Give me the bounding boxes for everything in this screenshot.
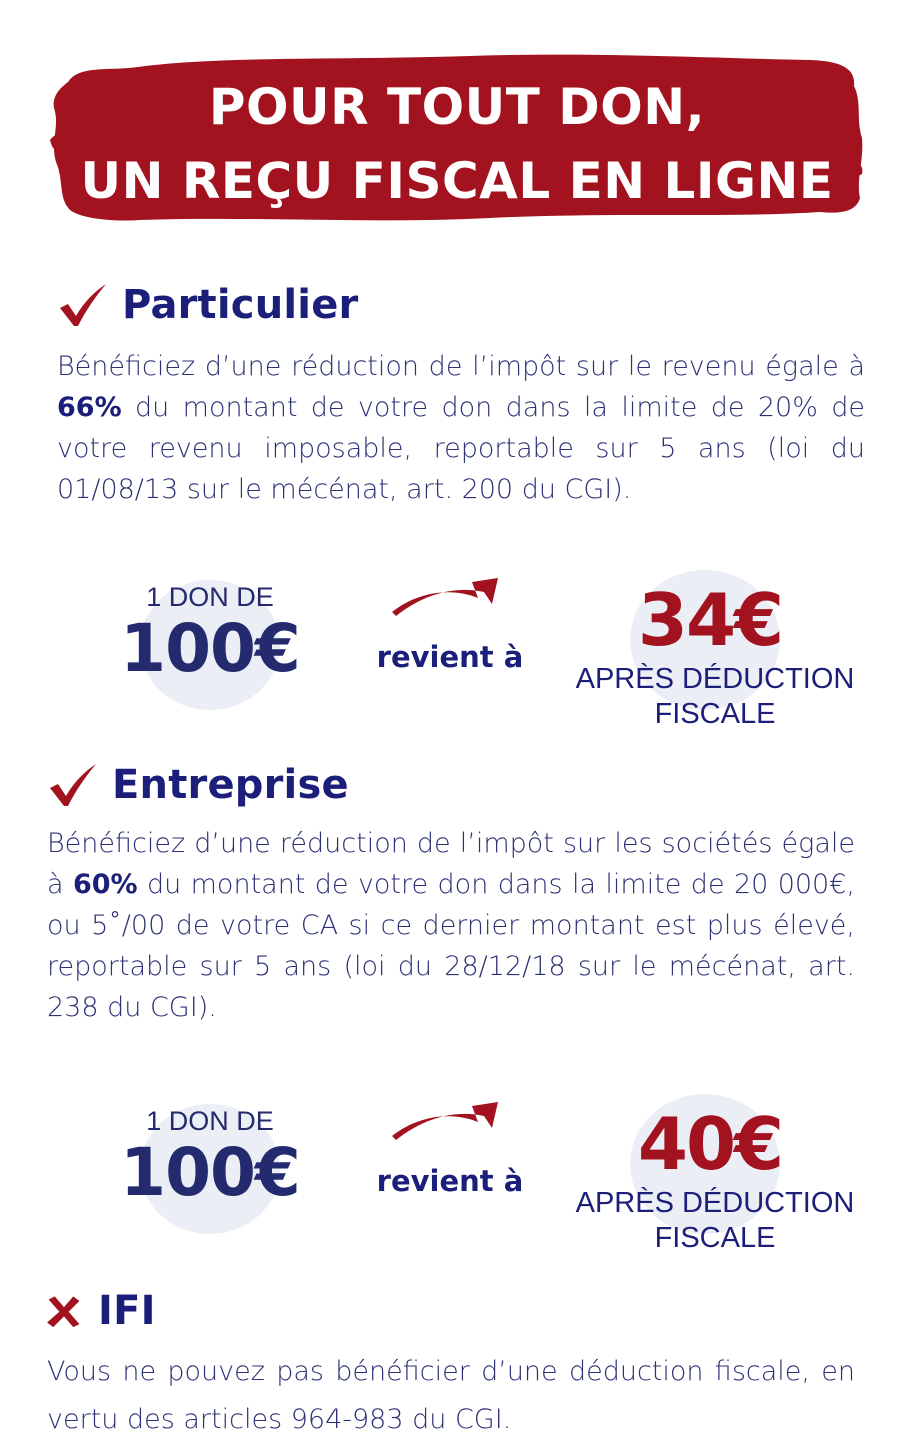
entreprise-rate: 60% [72,869,138,900]
section-entreprise-header [46,762,349,808]
entreprise-description [47,823,855,1028]
ifi-description: Vous ne pouvez pas bénéficier d’une déduction fiscale, en vertu des articles 964-983 du CGI. [47,1356,855,1435]
check-icon [56,282,108,328]
result-amount: 40€ [637,1102,783,1186]
particulier-example [50,570,870,740]
banner-title-line-2: UN REÇU FISCAL EN LIGNE [80,152,834,210]
entreprise-example [50,1094,870,1264]
header-banner [50,42,864,228]
don-amount: 100€ [120,1134,300,1211]
entreprise-text-after: du montant de votre don dans la limite de 20 000€, ou 5˚/00 de votre CA si ce dernier montant est plus élevé, reportable sur 5 ans (loi du 28/12/18 sur le mécénat, art. 238 du CGI). [47,869,855,1023]
check-icon [46,762,98,808]
particulier-rate: 66% [57,392,122,423]
revient-label: revient à [376,1164,524,1198]
cross-icon [44,1288,84,1334]
curved-arrow-icon [392,576,500,626]
curved-arrow-icon [392,1100,500,1150]
result-amount: 34€ [637,578,783,662]
result-label: APRÈS DÉDUCTION FISCALE [575,663,855,730]
don-amount: 100€ [120,610,300,687]
particulier-text-before: Bénéficiez d’une réduction de l’impôt sur le revenu égale à [57,351,865,382]
particulier-description [57,346,865,510]
don-label: 1 DON DE [146,1106,274,1136]
section-entreprise-title: Entreprise [112,762,349,808]
banner-title-line-1: POUR TOUT DON, [208,78,706,136]
particulier-text-after: du montant de votre don dans la limite de 20% de votre revenu imposable, reportable sur 5 ans (loi du 01/08/13 sur le mécénat, art. 200 du CGI). [57,392,865,505]
section-particulier-header [56,282,358,328]
entreprise-text-before: Bénéficiez d’une réduction de l’impôt sur les sociétés égale à [47,828,855,900]
section-ifi-title: IFI [98,1288,156,1334]
revient-label: revient à [376,640,524,674]
section-ifi-header [44,1288,156,1334]
don-label: 1 DON DE [146,582,274,612]
section-particulier-title: Particulier [122,282,359,328]
result-label: APRÈS DÉDUCTION FISCALE [575,1187,855,1254]
